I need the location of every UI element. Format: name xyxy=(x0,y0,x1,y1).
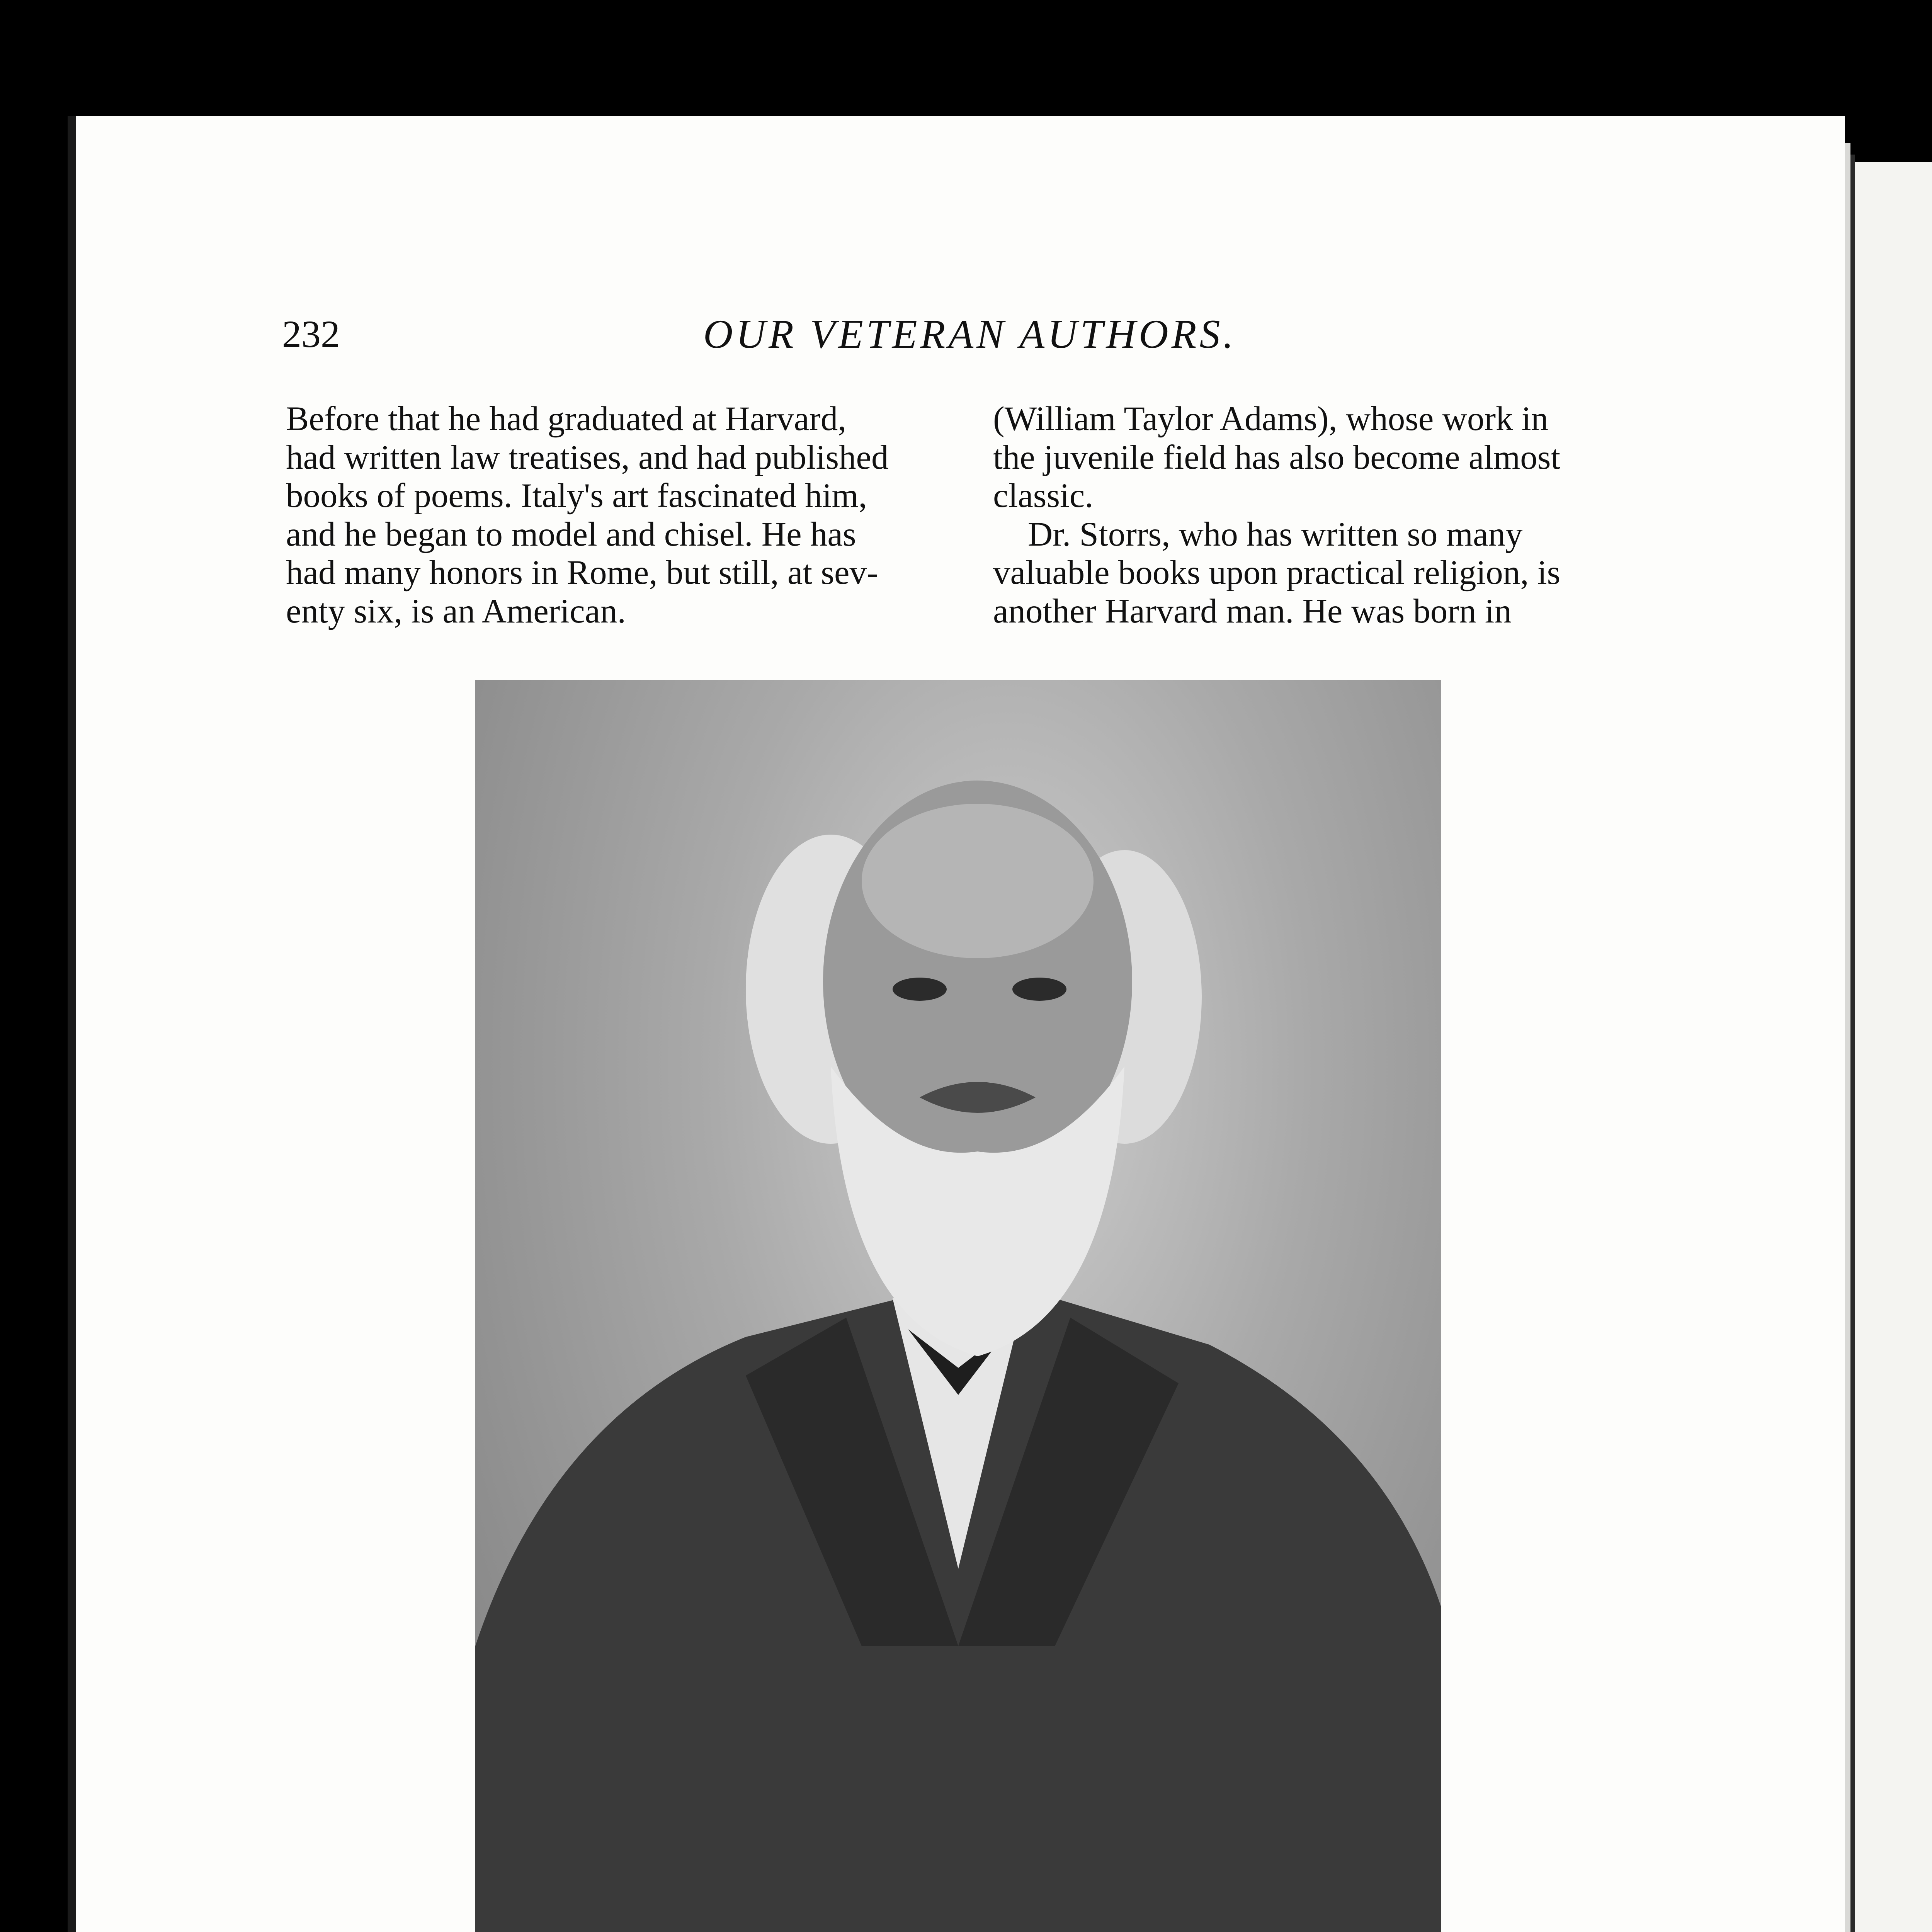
text-line: the juvenile field has also become almost xyxy=(993,438,1561,476)
text-line: Before that he had graduated at Harvard, xyxy=(286,400,847,438)
portrait-illustration xyxy=(475,680,1441,1932)
top-right-column xyxy=(993,400,1654,631)
page-number: 232 xyxy=(282,313,340,355)
running-header xyxy=(282,313,1658,355)
running-title: OUR VETERAN AUTHORS. xyxy=(703,311,1236,357)
text-line: classic. xyxy=(993,477,1094,515)
text-line: Dr. Storrs, who has written so many xyxy=(1028,515,1523,553)
text-line: valuable books upon practical religion, is xyxy=(993,554,1561,592)
text-line: another Harvard man. He was born in xyxy=(993,592,1512,630)
portrait-photograph xyxy=(475,680,1441,1932)
text-line: (William Taylor Adams), whose work in xyxy=(993,400,1549,438)
text-line: and he began to model and chisel. He has xyxy=(286,515,856,553)
top-left-column xyxy=(286,400,943,631)
page-gutter-shadow xyxy=(1850,155,1855,1932)
page-edge xyxy=(1845,143,1850,1932)
text-line: had many honors in Rome, but still, at sev- xyxy=(286,554,878,592)
text-line: enty six, is an American. xyxy=(286,592,626,630)
adjacent-page-edge xyxy=(1855,162,1932,1932)
text-line: books of poems. Italy's art fascinated him, xyxy=(286,477,867,515)
text-line: had written law treatises, and had published xyxy=(286,438,889,476)
